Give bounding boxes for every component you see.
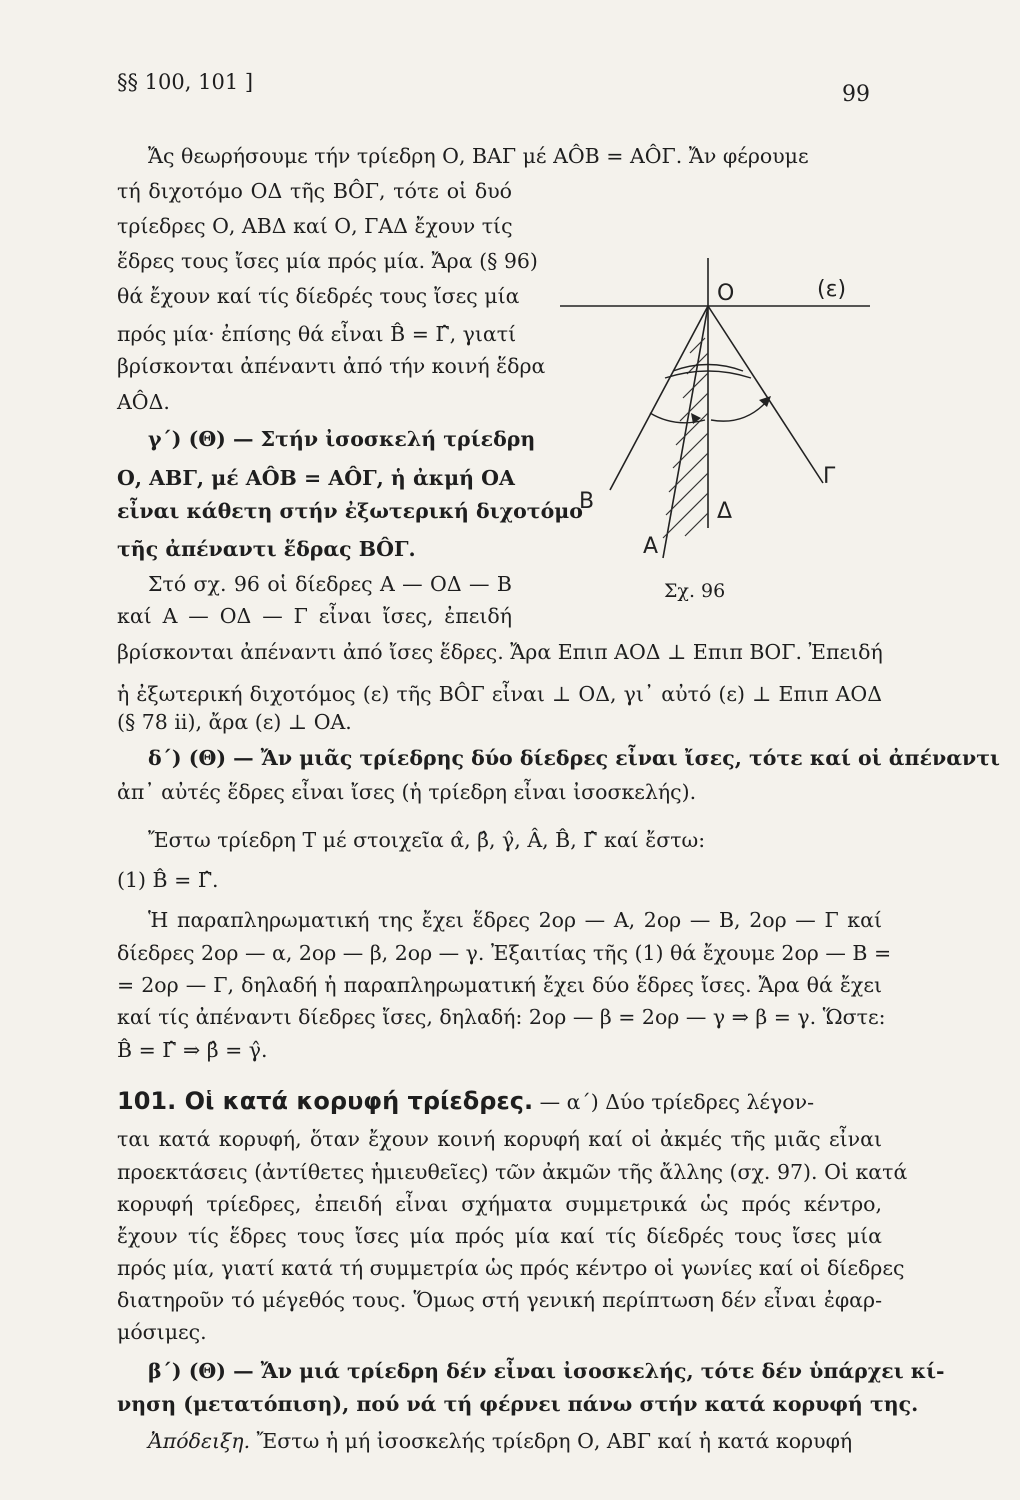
text-line: ται κατά κορυφή, ὅταν ἔχουν κοινή κορυφή καί οἱ ἀκμές τῆς μιᾶς εἶναι <box>117 1127 882 1151</box>
figure-96 <box>555 228 875 628</box>
text-line: καί τίς ἀπέναντι δίεδρες ἴσες, δηλαδή: 2ορ — β = 2ορ — γ ⇒ β = γ. Ὥστε: <box>117 1005 886 1029</box>
text-line: προεκτάσεις (ἀντίθετες ἡμιευθεῖες) τῶν ἀκμῶν τῆς ἄλλης (σχ. 97). Οἱ κατά <box>117 1160 908 1184</box>
text-line: διατηροῦν τό μέγεθός τους. Ὅμως στή γενική περίπτωση δέν εἶναι ἐφαρ- <box>117 1288 882 1312</box>
edge-OB <box>610 306 708 490</box>
text-line: τή διχοτόμο ΟΔ τῆς ΒÔΓ, τότε οἱ δυό <box>117 179 512 203</box>
text-line: Στό σχ. 96 οἱ δίεδρες Α — ΟΔ — Β <box>148 572 512 596</box>
text-line: πρός μία, γιατί κατά τή συμμετρία ὡς πρός κέντρο οἱ γωνίες καί οἱ δίεδρες <box>117 1256 905 1280</box>
theorem-gamma-line: Ο, ΑΒΓ, μέ ΑÔΒ = ΑÔΓ, ἡ ἀκμή ΟΑ <box>117 466 515 490</box>
page-number: 99 <box>842 82 870 107</box>
text-span: Ἔστω ἡ μή ἰσοσκελής τρίεδρη Ο, ΑΒΓ καί ἡ κατά κορυφή <box>250 1429 853 1453</box>
text-line: κορυφή τρίεδρες, ἐπειδή εἶναι σχήματα συμμετρικά ὡς πρός κέντρο, <box>117 1192 882 1216</box>
theorem-beta-line: νηση (μετατόπιση), πού νά τή φέρνει πάνω στήν κατά κορυφή της. <box>117 1392 919 1416</box>
edge-OG <box>708 306 823 483</box>
text-line: βρίσκονται ἀπέναντι ἀπό τήν κοινή ἕδρα <box>117 354 546 378</box>
label-O: O <box>717 281 735 306</box>
text-line: (§ 78 ii), ἄρα (ε) ⊥ ΟΑ. <box>117 710 352 734</box>
section-reference: §§ 100, 101 ] <box>117 70 254 94</box>
theorem-beta-line: β΄) (Θ) — Ἄν μιά τρίεδρη δέν εἶναι ἰσοσκελής, τότε δέν ὑπάρχει κί- <box>148 1359 945 1383</box>
text-line: ἔχουν τίς ἕδρες τους ἴσες μία πρός μία καί τίς δίεδρές τους ἴσες μία <box>117 1224 882 1248</box>
dihedral-arc-right <box>711 400 768 421</box>
label-Delta: Δ <box>717 499 733 524</box>
text-line: Ἔστω τρίεδρη Τ μέ στοιχεῖα α̂, β̂, γ̂, Â, B̂, Γ̂ καί ἔστω: <box>148 828 706 852</box>
text-line: ΑÔΔ. <box>117 390 170 414</box>
text-line: βρίσκονται ἀπέναντι ἀπό ἴσες ἕδρες. Ἄρα Επιπ ΑΟΔ ⊥ Επιπ ΒΟΓ. Ἐπειδή <box>117 640 883 664</box>
theorem-gamma-line: τῆς ἀπέναντι ἕδρας ΒÔΓ. <box>117 537 416 561</box>
text-line: θά ἔχουν καί τίς δίεδρές τους ἴσες μία <box>117 284 520 308</box>
text-line: = 2ορ — Γ, δηλαδή ἡ παραπληρωματική ἔχει δύο ἕδρες ἴσες. Ἄρα θά ἔχει <box>117 973 882 997</box>
text-span: — α΄) Δύο τρίεδρες λέγον- <box>533 1090 815 1114</box>
text-line: Ἄς θεωρήσουμε τήν τρίεδρη Ο, ΒΑΓ μέ ΑÔΒ = ΑÔΓ. Ἄν φέρουμε <box>148 144 809 168</box>
section-101-heading-line <box>117 1087 882 1116</box>
text-line: ἕδρες τους ἴσες μία πρός μία. Ἄρα (§ 96) <box>117 249 538 273</box>
hatched-plane <box>663 338 708 538</box>
theorem-gamma-line: εἶναι κάθετη στήν ἐξωτερική διχοτόμο <box>117 499 583 523</box>
label-B: B <box>579 489 595 514</box>
section-101-title: 101. Οἱ κατά κορυφή τρίεδρες. <box>117 1087 534 1115</box>
text-line: μόσιμες. <box>117 1320 207 1344</box>
equation-line: (1) B̂ = Γ̂. <box>117 868 219 892</box>
text-line: πρός μία· ἐπίσης θά εἶναι B̂ = Γ̂, γιατί <box>117 322 517 346</box>
text-line: ἡ ἐξωτερική διχοτόμος (ε) τῆς ΒÔΓ εἶναι ⊥ ΟΔ, γι᾽ αὐτό (ε) ⊥ Επιπ ΑΟΔ <box>117 682 882 706</box>
text-line: τρίεδρες Ο, ΑΒΔ καί Ο, ΓΑΔ ἔχουν τίς <box>117 214 513 238</box>
proof-line <box>148 1427 913 1455</box>
theorem-delta-line: ἀπ᾽ αὐτές ἕδρες εἶναι ἴσες (ἡ τρίεδρη εἶναι ἰσοσκελής). <box>117 780 697 804</box>
theorem-delta-line: δ΄) (Θ) — Ἄν μιᾶς τρίεδρης δύο δίεδρες εἶναι ἴσες, τότε καί οἱ ἀπέναντι <box>148 746 1000 770</box>
text-line: δίεδρες 2ορ — α, 2ορ — β, 2ορ — γ. Ἐξαιτίας τῆς (1) θά ἔχουμε 2ορ — Β = <box>117 941 892 965</box>
text-line: καί Α — ΟΔ — Γ εἶναι ἴσες, ἐπειδή <box>117 604 512 628</box>
figure-caption: Σχ. 96 <box>664 580 726 602</box>
text-line: B̂ = Γ̂ ⇒ β̂ = γ̂. <box>117 1038 268 1062</box>
text-line: Ἡ παραπληρωματική της ἔχει ἕδρες 2ορ — Α, 2ορ — Β, 2ορ — Γ καί <box>148 908 882 932</box>
proof-label: Ἀπόδειξη. <box>148 1429 251 1453</box>
label-Gamma: Γ <box>823 464 836 489</box>
label-epsilon: (ε) <box>817 277 847 302</box>
label-A: A <box>643 534 659 559</box>
theorem-gamma-line: γ΄) (Θ) — Στήν ἰσοσκελή τρίεδρη <box>148 427 536 451</box>
